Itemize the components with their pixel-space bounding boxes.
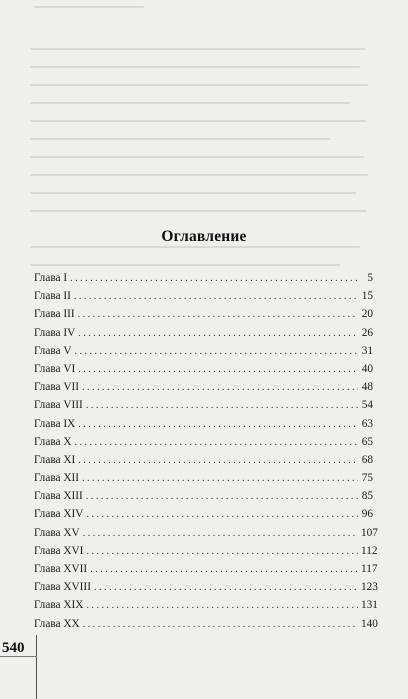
toc-chapter-title: Глава XI xyxy=(34,453,76,466)
toc-page-number: 20 xyxy=(361,308,373,321)
toc-chapter-title: Глава X xyxy=(34,435,72,448)
toc-entry[interactable] xyxy=(34,360,373,378)
toc-entry[interactable] xyxy=(34,542,378,560)
toc-page-number: 117 xyxy=(361,563,378,575)
toc-page-number: 123 xyxy=(361,581,378,594)
dot-leader xyxy=(75,434,358,452)
toc-chapter-title: Глава XII xyxy=(34,472,80,485)
page-number-divider xyxy=(36,635,37,699)
toc-chapter-title: Глава XV xyxy=(34,526,80,539)
toc-chapter-title: Глава XX xyxy=(34,617,80,630)
dot-leader xyxy=(74,288,358,306)
toc-page-number: 65 xyxy=(361,435,373,448)
toc-entry[interactable] xyxy=(34,433,373,451)
toc-chapter-title: Глава XVIII xyxy=(34,581,91,594)
toc-chapter-title: Глава IX xyxy=(34,417,76,430)
toc-entry[interactable] xyxy=(34,560,378,578)
toc-chapter-title: Глава V xyxy=(34,344,72,357)
dot-leader xyxy=(78,361,358,379)
toc-page-number: 63 xyxy=(361,417,373,430)
toc-page-number: 107 xyxy=(361,526,378,539)
dot-leader xyxy=(70,270,358,288)
table-of-contents xyxy=(34,269,378,633)
dot-leader xyxy=(78,325,358,343)
toc-page-number: 75 xyxy=(361,472,373,485)
toc-page-number: 5 xyxy=(367,272,373,284)
dot-leader xyxy=(90,561,358,579)
toc-entry[interactable] xyxy=(34,378,373,396)
toc-entry[interactable] xyxy=(34,596,378,614)
bleed-through-text xyxy=(30,0,408,300)
toc-page-number: 26 xyxy=(361,326,373,339)
toc-page-number: 40 xyxy=(361,362,373,375)
toc-entry[interactable] xyxy=(34,487,373,505)
dot-leader xyxy=(82,379,358,397)
dot-leader xyxy=(83,616,358,634)
toc-entry[interactable] xyxy=(34,287,373,305)
toc-chapter-title: Глава III xyxy=(34,308,75,321)
toc-entry[interactable] xyxy=(34,524,378,542)
dot-leader xyxy=(94,579,358,597)
toc-entry[interactable] xyxy=(34,269,373,287)
toc-chapter-title: Глава XIV xyxy=(34,508,84,521)
toc-entry[interactable] xyxy=(34,469,373,487)
toc-entry[interactable] xyxy=(34,305,373,323)
toc-chapter-title: Глава XVI xyxy=(34,544,84,557)
dot-leader xyxy=(86,506,358,524)
toc-page-number: 54 xyxy=(361,399,373,412)
toc-chapter-title: Глава II xyxy=(34,290,71,303)
dot-leader xyxy=(78,306,358,324)
toc-entry[interactable] xyxy=(34,324,373,342)
toc-page-number: 85 xyxy=(361,490,373,503)
toc-chapter-title: Глава XIX xyxy=(34,599,84,612)
toc-chapter-title: Глава VI xyxy=(34,362,76,375)
toc-entry[interactable] xyxy=(34,396,373,414)
toc-chapter-title: Глава XIII xyxy=(34,490,83,503)
toc-page-number: 68 xyxy=(361,453,373,466)
toc-page-number: 131 xyxy=(361,599,378,612)
toc-entry[interactable] xyxy=(34,451,373,469)
dot-leader xyxy=(82,470,358,488)
dot-leader xyxy=(75,343,358,361)
toc-chapter-title: Глава I xyxy=(34,272,68,284)
dot-leader xyxy=(78,416,358,434)
toc-chapter-title: Глава VIII xyxy=(34,399,83,412)
toc-entry[interactable] xyxy=(34,615,378,633)
toc-page-number: 140 xyxy=(361,617,378,630)
dot-leader xyxy=(83,525,358,543)
toc-entry[interactable] xyxy=(34,578,378,596)
toc-page-number: 48 xyxy=(361,381,373,394)
toc-entry[interactable] xyxy=(34,415,373,433)
dot-leader xyxy=(86,488,358,506)
toc-chapter-title: Глава VII xyxy=(34,381,80,394)
toc-heading: Оглавление xyxy=(161,228,247,245)
dot-leader xyxy=(86,543,358,561)
toc-entry[interactable] xyxy=(34,505,373,523)
toc-page-number: 112 xyxy=(361,544,378,557)
toc-page-number: 96 xyxy=(361,508,373,521)
dot-leader xyxy=(86,597,358,615)
page-number: 540 xyxy=(2,640,25,656)
toc-chapter-title: Глава XVII xyxy=(34,563,88,575)
toc-page-number: 31 xyxy=(361,344,373,357)
toc-entry[interactable] xyxy=(34,342,373,360)
toc-chapter-title: Глава IV xyxy=(34,326,76,339)
dot-leader xyxy=(86,397,358,415)
toc-page-number: 15 xyxy=(361,290,373,303)
dot-leader xyxy=(78,452,358,470)
